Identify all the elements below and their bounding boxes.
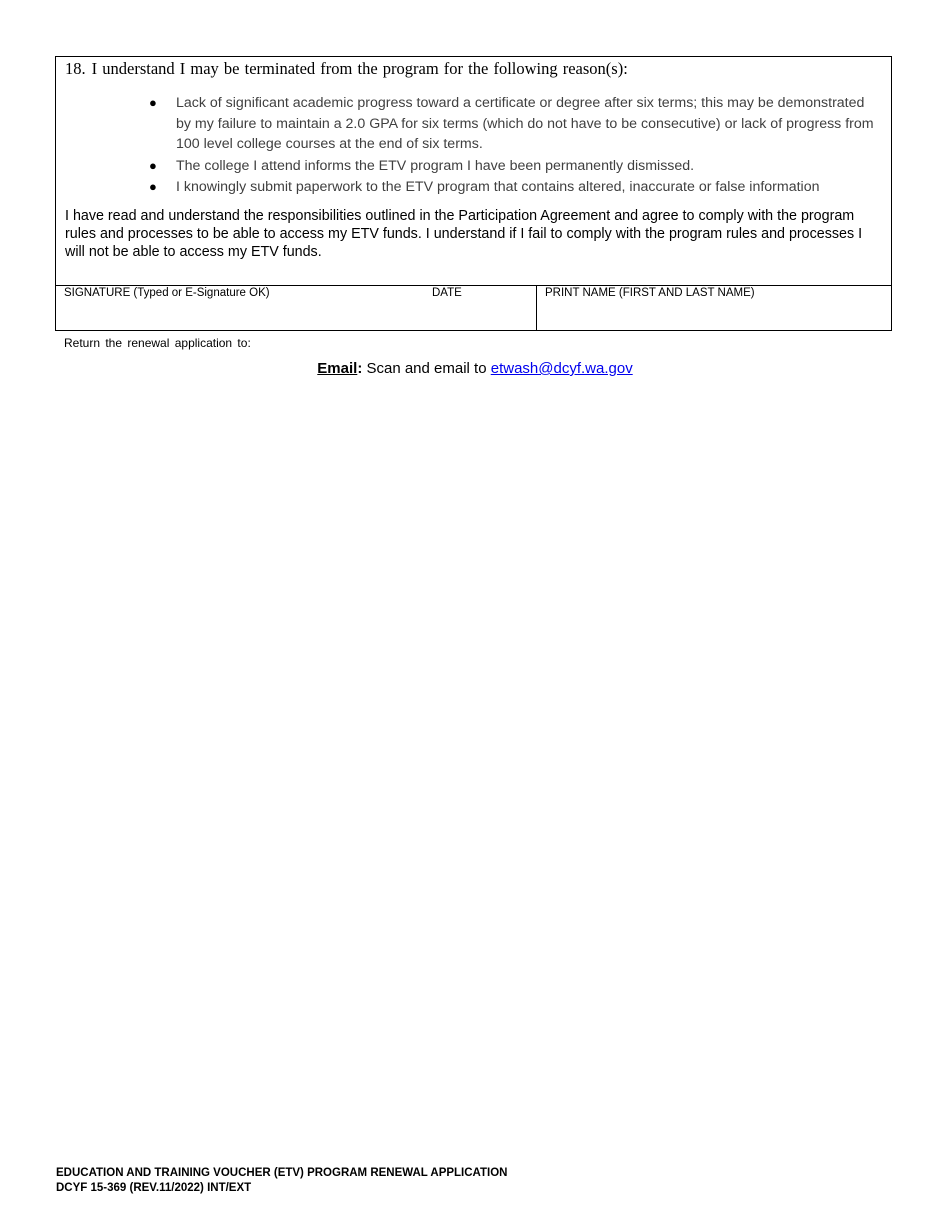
bullet-icon: ● — [149, 157, 157, 173]
list-item — [65, 156, 883, 177]
email-instruction-text: Scan and email to — [362, 360, 491, 377]
signature-label: SIGNATURE (Typed or E-Signature OK) — [64, 287, 270, 299]
email-link[interactable]: etwash@dcyf.wa.gov — [490, 360, 633, 377]
page-footer — [56, 1166, 507, 1196]
print-name-field[interactable] — [537, 286, 891, 330]
reason-text: Lack of significant academic progress toward a certificate or degree after six terms; this may be demonstrated by my failure to maintain a 2.0 GPA for six terms (which do not have to be consecutive) or lack of progress from 100 level college courses at the end of six terms. — [176, 95, 874, 152]
bullet-icon: ● — [149, 95, 157, 110]
footer-title: EDUCATION AND TRAINING VOUCHER (ETV) PROGRAM RENEWAL APPLICATION — [56, 1167, 508, 1179]
form-section-item-18 — [55, 56, 892, 331]
termination-reasons-list — [65, 93, 883, 198]
list-item — [65, 93, 883, 155]
reason-text: The college I attend informs the ETV program I have been permanently dismissed. — [176, 157, 695, 174]
list-item — [65, 177, 883, 198]
signature-field[interactable] — [56, 286, 537, 330]
return-instructions: Return the renewal application to: — [64, 336, 251, 350]
email-label: Email — [317, 360, 358, 377]
footer-form-id: DCYF 15-369 (REV.11/2022) INT/EXT — [56, 1182, 252, 1194]
email-instructions — [0, 360, 950, 377]
agreement-statement: I have read and understand the responsibilities outlined in the Participation Agreement and agree to comply with the program rules and processes to be able to access my ETV funds. I understand if I fail to comply with the program rules and processes I will not be able to access my ETV funds. — [65, 207, 863, 260]
reason-text: I knowingly submit paperwork to the ETV program that contains altered, inaccurate or false information — [176, 179, 820, 195]
item-18-heading — [65, 59, 883, 79]
print-name-label: PRINT NAME (FIRST AND LAST NAME) — [545, 287, 755, 299]
item-18-heading-text: I understand I may be terminated from the program for the following reason(s): — [91, 59, 628, 78]
item-18-block — [56, 57, 891, 286]
bullet-icon: ● — [149, 179, 157, 194]
date-label: DATE — [432, 287, 462, 299]
signature-row — [56, 286, 891, 330]
item-number: 18. — [65, 59, 86, 78]
email-colon: : — [357, 360, 363, 377]
